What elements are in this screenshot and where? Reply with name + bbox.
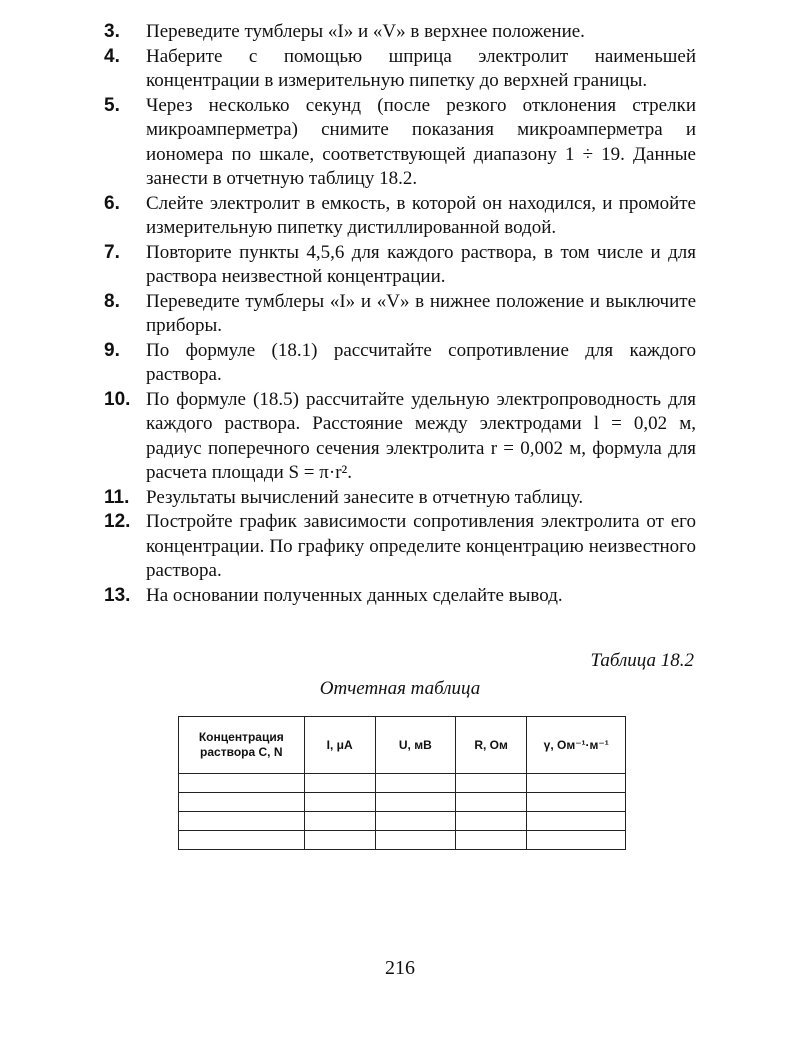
table-cell [455, 812, 527, 831]
report-table [178, 716, 626, 850]
step-text: Переведите тумблеры «I» и «V» в верхнее положение. [146, 21, 585, 42]
step-11 [104, 486, 696, 511]
table-row [179, 774, 626, 793]
step-number: 10. [104, 388, 131, 410]
step-text: Повторите пункты 4,5,6 для каждого раствора, в том числе и для раствора неизвестной концентрации. [146, 241, 696, 287]
step-5 [104, 94, 696, 192]
header-concentration: Концентрация раствора C, N [179, 717, 305, 774]
table-cell [304, 831, 375, 850]
step-3 [104, 20, 696, 45]
table-title: Отчетная таблица [319, 678, 481, 699]
step-number: 7. [104, 241, 120, 263]
table-row [179, 812, 626, 831]
table-cell [375, 793, 455, 812]
step-number: 9. [104, 339, 120, 361]
step-4 [104, 45, 696, 94]
step-13 [104, 584, 696, 609]
step-text: Через несколько секунд (после резкого отклонения стрелки микроамперметра) снимите показания микроамперметра и иономера по шкале, соответствующей диапазону 1 ÷ 19. Данные занести в отчетную таблицу 18.2. [146, 94, 696, 189]
step-number: 4. [104, 45, 120, 67]
step-text: Постройте график зависимости сопротивления электролита от его концентрации. По графику определите концентрацию неизвестного раствора. [146, 511, 696, 581]
step-number: 12. [104, 511, 131, 532]
step-text: По формуле (18.1) рассчитайте сопротивление для каждого раствора. [146, 339, 696, 385]
table-cell [455, 793, 527, 812]
table-cell [375, 812, 455, 831]
header-conductivity: γ, Ом⁻¹·м⁻¹ [527, 717, 626, 774]
table-cell [527, 812, 626, 831]
table-row [179, 831, 626, 850]
table-cell [527, 774, 626, 793]
step-text: Наберите с помощью шприца электролит наименьшей концентрации в измерительную пипетку до верхней границы. [146, 45, 696, 91]
step-number: 5. [104, 94, 120, 116]
table-cell [179, 831, 305, 850]
table-cell [375, 831, 455, 850]
header-voltage: U, мВ [375, 717, 455, 774]
step-text: По формуле (18.5) рассчитайте удельную электропроводность для каждого раствора. Расстояние между электродами l = 0,02 м, радиус поперечного сечения электролита r = 0,002 м, формула для расчета площади S = π·r². [146, 388, 696, 483]
table-cell [304, 812, 375, 831]
step-text: Переведите тумблеры «I» и «V» в нижнее положение и выключите приборы. [146, 290, 696, 336]
table-row [179, 793, 626, 812]
step-10 [104, 388, 696, 486]
table-cell [179, 793, 305, 812]
step-9 [104, 339, 696, 388]
instruction-list [104, 20, 696, 608]
table-cell [179, 812, 305, 831]
step-text: На основании полученных данных сделайте вывод. [146, 584, 563, 606]
step-7 [104, 241, 696, 290]
table-cell [527, 831, 626, 850]
header-resistance: R, Ом [455, 717, 527, 774]
step-6 [104, 192, 696, 241]
step-number: 13. [104, 584, 131, 606]
table-cell [304, 774, 375, 793]
table-cell [455, 831, 527, 850]
table-header-row [179, 717, 626, 774]
table-cell [527, 793, 626, 812]
table-cell [179, 774, 305, 793]
step-12 [104, 510, 696, 584]
table-cell [375, 774, 455, 793]
step-text: Результаты вычислений занесите в отчетную таблицу. [146, 486, 584, 508]
table-cell [304, 793, 375, 812]
header-current: I, μA [304, 717, 375, 774]
step-8 [104, 290, 696, 339]
step-number: 6. [104, 192, 120, 214]
step-number: 11. [104, 486, 130, 508]
table-label: Таблица 18.2 [590, 650, 694, 671]
page-number: 216 [385, 957, 415, 979]
table-cell [455, 774, 527, 793]
step-number: 3. [104, 21, 120, 42]
step-text: Слейте электролит в емкость, в которой он находился, и промойте измерительную пипетку дистиллированной водой. [146, 192, 696, 238]
step-number: 8. [104, 290, 120, 312]
